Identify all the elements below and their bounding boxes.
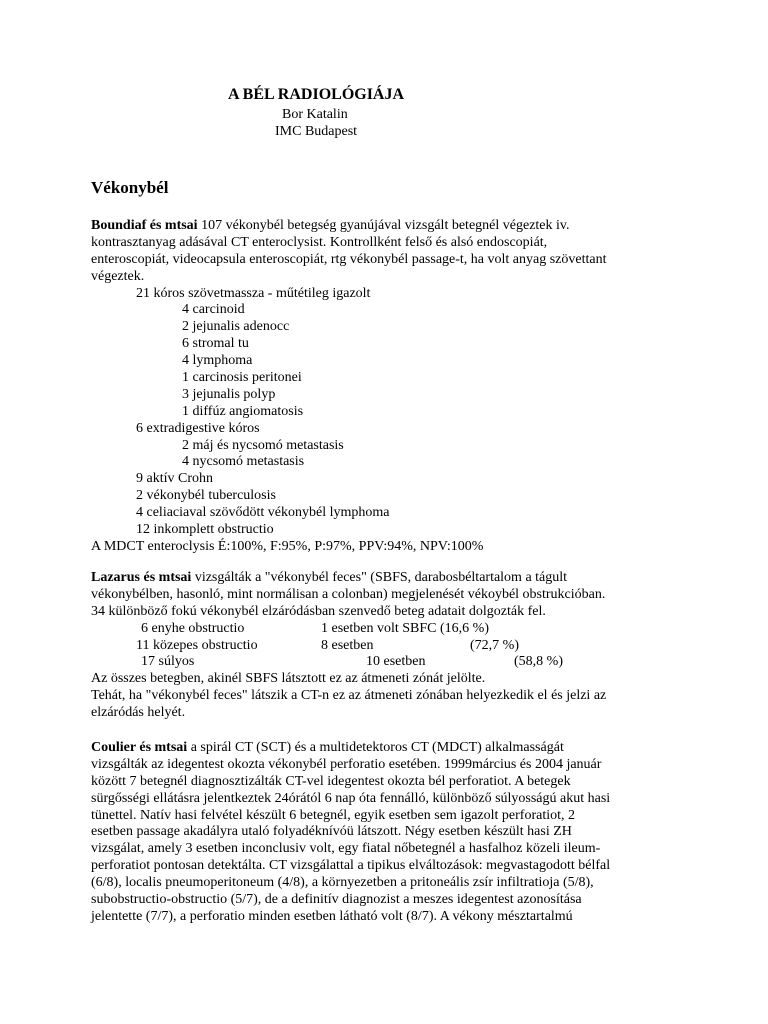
list-item: 1 carcinosis peritonei	[182, 370, 302, 386]
paragraph-coulier	[91, 740, 711, 926]
paragraph-lazarus	[91, 570, 711, 722]
list-item: 4 lymphoma	[182, 353, 253, 369]
document-title: A BÉL RADIOLÓGIÁJA	[228, 86, 405, 103]
paragraph-line: Tehát, ha "vékonybél feces" látszik a CT-n ez az átmeneti zónában helyezkedik el és jelzi az	[91, 688, 607, 704]
table-cell: (58,8 %)	[514, 654, 563, 670]
paragraph-line: (6/8), localis pneumoperitoneum (4/8), a környezetben a pritoneális zsír infiltratioja (5/8),	[91, 875, 594, 891]
paragraph-line: vizsgálták az idegentest okozta vékonybél perforatio esetében. 1999március és 2004 január	[91, 756, 602, 772]
list-item: 12 inkomplett obstructio	[136, 522, 274, 538]
list-item: 2 máj és nycsomó metastasis	[182, 437, 344, 453]
paragraph-line: vékonybélben, hasonló, mint normálisan a colonban) megjelenését vékoybél obstrukcióban.	[91, 586, 606, 602]
list-item: 21 kóros szövetmassza - műtétileg igazolt	[136, 285, 371, 301]
list-item: 3 jejunalis polyp	[182, 386, 276, 402]
summary-line: A MDCT enteroclysis É:100%, F:95%, P:97%, PPV:94%, NPV:100%	[91, 538, 484, 554]
table-cell: 8 esetben	[321, 637, 374, 653]
table-cell: 1 esetben volt SBFC (16,6 %)	[321, 620, 489, 636]
table-cell: 11 közepes obstructio	[136, 637, 258, 653]
list-item: 4 nycsomó metastasis	[182, 454, 305, 470]
paragraph-line: elzáródás helyét.	[91, 705, 186, 721]
paragraph-line	[91, 218, 711, 235]
paragraph-line: Az összes betegben, akinél SBFS látsztott ez az átmeneti zónát jelölte.	[91, 671, 486, 687]
paragraph-line: végeztek.	[91, 268, 145, 284]
paragraph-line	[91, 570, 711, 587]
section-title: Vékonybél	[91, 178, 169, 197]
paragraph-text: 107 vékonybél betegség gyanújával vizsgált betegnél végeztek iv.	[197, 218, 570, 233]
paragraph-line: sürgősségi ellátásra jelentkeztek 24órától 6 nap óta fennálló, különböző súlyosságú akut hasi	[91, 790, 611, 806]
paragraph-text: vizsgálták a "vékonybél feces" (SBFS, darabosbéltartalom a tágult	[191, 570, 568, 585]
paragraph-line: jelentette (7/7), a perforatio minden esetben látható volt (8/7). A vékony mésztartalmú	[91, 908, 573, 924]
paragraph-line: enteroscopiát, videocapsula enteroscopiát, rtg vékonybél passage-t, ha volt anyag szövettant	[91, 251, 607, 267]
paragraph-line: kontrasztanyag adásával CT enteroclysist. Kontrollként felső és alsó endoscopiát,	[91, 234, 548, 250]
table-row	[91, 621, 711, 638]
paragraph-line: vizsgálat, amely 3 esetben inconclusiv volt, egy fiatal nőbetegnél a hasfalhoz közeli ileum-	[91, 841, 601, 857]
paragraph-boundiaf	[91, 218, 711, 556]
paragraph-line: tünettel. Natív hasi felvétel készült 6 betegnél, egyik esetben sem igazolt perforatiot, 2	[91, 807, 576, 823]
list-item: 9 aktív Crohn	[136, 471, 213, 487]
list-item: 2 vékonybél tuberculosis	[136, 488, 276, 504]
paragraph-line: esetben passage akadályra utaló folyadéknívóü látszott. Négy esetben készült hasi ZH	[91, 824, 572, 840]
author-lead: Lazarus és mtsai	[91, 570, 192, 585]
paragraph-line: között 7 betegnél diagnosztizálták CT-vel idegentest okozta bél perforatiot. A betegek	[91, 773, 571, 789]
list-item: 2 jejunalis adenocc	[182, 319, 290, 335]
table-cell: (72,7 %)	[470, 637, 519, 653]
paragraph-text: a spirál CT (SCT) és a multidetektoros CT (MDCT) alkalmasságát	[187, 740, 564, 755]
table-cell: 17 súlyos	[141, 654, 195, 670]
paragraph-line: 34 különböző fokú vékonybél elzáródásban szenvedő beteg adatait dolgozták fel.	[91, 603, 546, 619]
list-item: 4 carcinoid	[182, 302, 245, 318]
table-cell: 6 enyhe obstructio	[141, 620, 245, 636]
paragraph-line: subobstructio-obstructio (5/7), de a definitív diagnozist a meszes idegentest azonosítása	[91, 892, 582, 908]
table-row	[91, 654, 711, 671]
list-item: 1 diffúz angiomatosis	[182, 403, 304, 419]
table-cell: 10 esetben	[366, 654, 426, 670]
table-row	[91, 638, 711, 655]
author-lead: Coulier és mtsai	[91, 740, 188, 755]
list-item: 4 celiaciaval szövődött vékonybél lymphoma	[136, 505, 390, 521]
author-name: Bor Katalin	[282, 107, 348, 122]
paragraph-line: perforatiot pontosan detektálta. CT vizsgálattal a tipikus elváltozások: megvastagodott bélfal	[91, 858, 611, 874]
list-item: 6 extradigestive kóros	[136, 420, 260, 436]
institution-name: IMC Budapest	[275, 124, 358, 139]
list-item: 6 stromal tu	[182, 336, 249, 352]
author-lead: Boundiaf és mtsai	[91, 218, 198, 233]
paragraph-line	[91, 740, 711, 757]
